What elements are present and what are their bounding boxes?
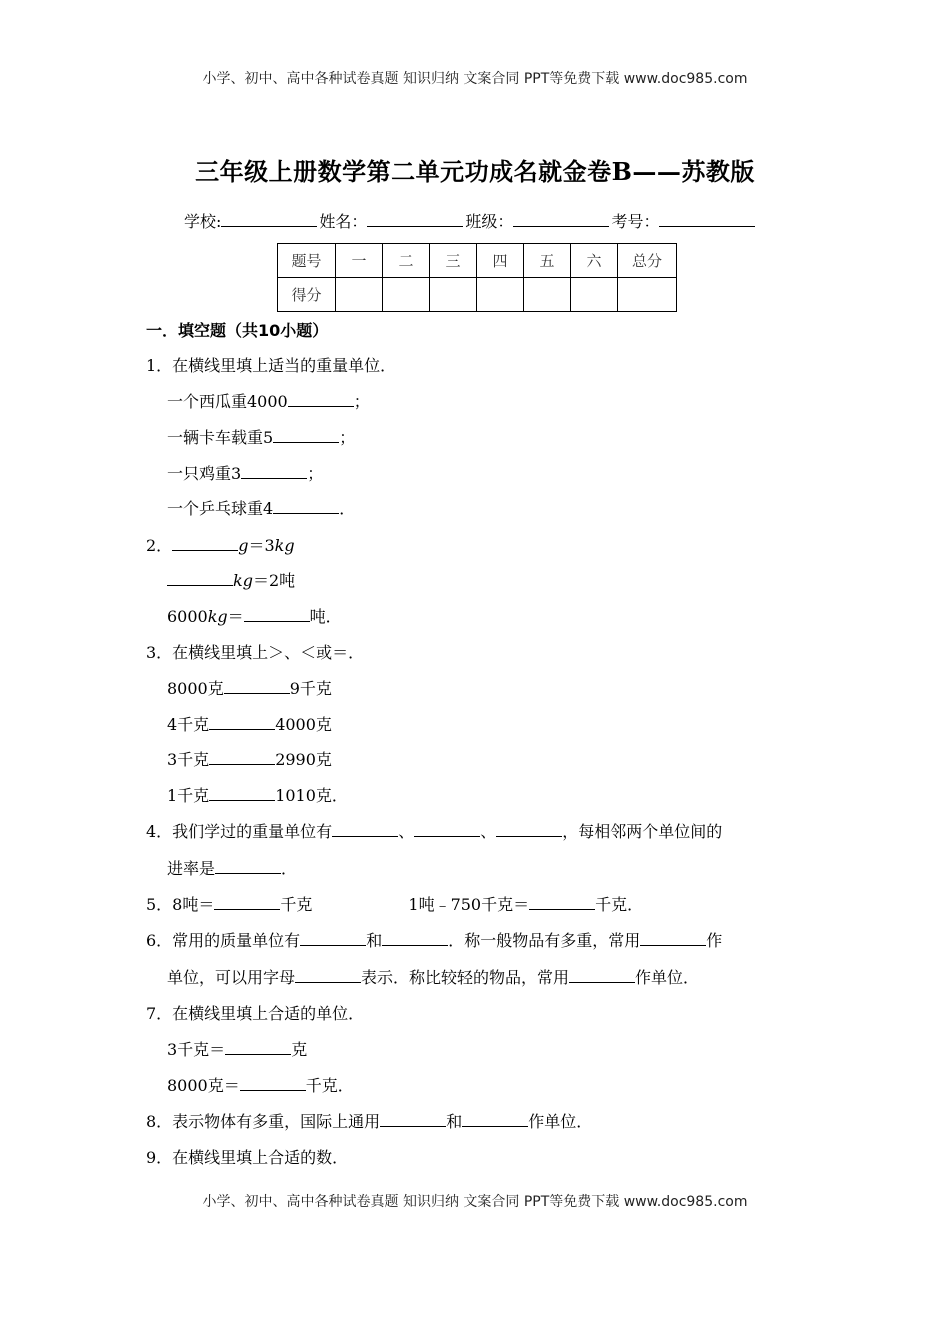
question-6-line [167,965,699,988]
item-text: 4．我们学过的重量单位有 [146,822,333,841]
question-2-item [167,568,295,591]
item-end: 千克． [595,895,644,914]
score-cell[interactable] [477,278,524,312]
item-end: ． [281,859,298,878]
footer-banner: 小学、初中、高中各种试卷真题 知识归纳 文案合同 PPT等免费下载 www.doc985.com [202,1194,748,1210]
score-header-cell: 四 [477,244,524,278]
item-end: ； [339,428,356,447]
question-number: 2． [146,536,173,555]
exam-no-blank[interactable] [659,211,755,227]
item-text: ．称一般物品有多重，常用 [448,931,641,950]
answer-blank[interactable] [273,499,339,514]
score-table [277,243,677,312]
question-1-item [167,461,323,484]
item-text: ，每相邻两个单位间的 [562,822,723,841]
question-8-line [146,1109,592,1132]
class-label: 班级： [465,212,514,231]
question-5-line [146,892,643,915]
item-text: ＝3 [248,536,275,555]
question-7-item [167,1037,307,1060]
score-cell[interactable] [383,278,430,312]
item-text: 表示．称比较轻的物品，常用 [361,968,570,987]
answer-blank[interactable] [382,931,448,946]
item-text: 3千克＝ [167,1040,226,1059]
item-end: 1010克． [275,786,348,805]
answer-blank[interactable] [224,679,290,694]
unit-text: kg [207,607,228,626]
item-text: 一只鸡重3 [167,464,242,483]
item-end: 吨． [309,607,342,626]
question-1-item [167,389,370,412]
question-6-line [146,928,722,951]
answer-blank[interactable] [209,715,275,730]
answer-blank[interactable] [225,1040,291,1055]
header-banner: 小学、初中、高中各种试卷真题 知识归纳 文案合同 PPT等免费下载 www.doc985.com [202,71,748,87]
item-text: 和 [366,931,383,950]
score-table-header-row [278,244,677,278]
score-header-cell: 总分 [618,244,677,278]
score-table-score-row [278,278,677,312]
item-text: 进率是 [167,859,216,878]
score-header-cell: 一 [336,244,383,278]
answer-blank[interactable] [640,931,706,946]
item-text: ＝ [227,607,244,626]
answer-blank[interactable] [529,895,595,910]
item-text: 6000 [167,607,208,626]
question-2-item [167,604,342,627]
answer-blank[interactable] [240,1076,306,1091]
item-text: 和 [446,1112,463,1131]
item-text: 1千克 [167,786,210,805]
answer-blank[interactable] [244,607,310,622]
answer-blank[interactable] [209,750,275,765]
item-end: 2990克 [275,750,332,769]
score-row-label: 得分 [278,278,336,312]
item-end: 9千克 [289,679,332,698]
item-end: ； [307,464,324,483]
answer-blank[interactable] [214,895,280,910]
school-blank[interactable] [221,211,317,227]
score-header-cell: 题号 [278,244,336,278]
answer-blank[interactable] [209,786,275,801]
item-text: 千克 [280,895,313,914]
unit-text: kg [274,536,295,555]
question-1-item [167,496,355,519]
item-text: 8000克 [167,679,224,698]
item-end: 作单位． [528,1112,593,1131]
answer-blank[interactable] [295,968,361,983]
item-text: 单位，可以用字母 [167,968,296,987]
answer-blank[interactable] [569,968,635,983]
score-header-cell: 五 [524,244,571,278]
item-text: 1吨﹣750千克＝ [408,895,530,914]
item-end: ． [339,499,356,518]
question-3-item [167,676,332,699]
answer-blank[interactable] [172,536,238,551]
answer-blank[interactable] [332,822,398,837]
answer-blank[interactable] [273,428,339,443]
score-cell[interactable] [430,278,477,312]
answer-blank[interactable] [414,822,480,837]
item-text: 一个西瓜重4000 [167,392,288,411]
unit-text: g [238,536,249,555]
question-3-item [167,747,332,770]
section-heading: 一．填空题（共10小题） [146,321,329,340]
exam-no-label: 考号： [611,212,660,231]
answer-blank[interactable] [288,392,354,407]
question-4-line [146,819,722,842]
item-end: 克 [291,1040,308,1059]
answer-blank[interactable] [215,859,281,874]
item-text: 、 [398,822,415,841]
question-4-line [167,856,297,879]
answer-blank[interactable] [241,464,307,479]
item-text: 3千克 [167,750,210,769]
score-header-cell: 三 [430,244,477,278]
question-9-stem: 9．在横线里填上合适的数． [146,1148,349,1167]
unit-text: kg [233,571,253,590]
item-end: 4000克 [275,715,332,734]
answer-blank[interactable] [462,1112,528,1127]
score-cell[interactable] [524,278,571,312]
item-end: 作单位． [635,968,700,987]
name-blank[interactable] [367,211,463,227]
item-text: 一个乒乓球重4 [167,499,274,518]
question-2-line [146,533,295,556]
question-1-stem: 1．在横线里填上适当的重量单位． [146,356,397,375]
score-header-cell: 二 [383,244,430,278]
answer-blank[interactable] [380,1112,446,1127]
question-7-item [167,1073,354,1096]
question-3-item [167,712,332,735]
page-title: 三年级上册数学第二单元功成名就金卷B——苏教版 [195,157,755,186]
answer-blank[interactable] [496,822,562,837]
score-cell[interactable] [618,278,677,312]
question-7-stem: 7．在横线里填上合适的单位． [146,1004,365,1023]
item-text: 6．常用的质量单位有 [146,931,301,950]
item-text: 、 [480,822,497,841]
student-info-line [184,209,784,232]
item-text: ＝2吨 [252,571,296,590]
question-1-item [167,425,355,448]
item-text: 4千克 [167,715,210,734]
score-cell[interactable] [571,278,618,312]
score-cell[interactable] [336,278,383,312]
answer-blank[interactable] [167,571,233,586]
item-text: 5．8吨＝ [146,895,215,914]
answer-blank[interactable] [300,931,366,946]
item-text: 8．表示物体有多重，国际上通用 [146,1112,381,1131]
item-text: 8000克＝ [167,1076,240,1095]
question-3-item [167,783,348,806]
item-end: 千克． [305,1076,354,1095]
item-text: 一辆卡车载重5 [167,428,274,447]
class-blank[interactable] [513,211,609,227]
item-end: ； [353,392,370,411]
question-3-stem: 3．在横线里填上＞、＜或＝． [146,643,365,662]
name-label: 姓名： [319,212,368,231]
item-text: 作 [706,931,723,950]
score-header-cell: 六 [571,244,618,278]
school-label: 学校: [184,212,222,231]
